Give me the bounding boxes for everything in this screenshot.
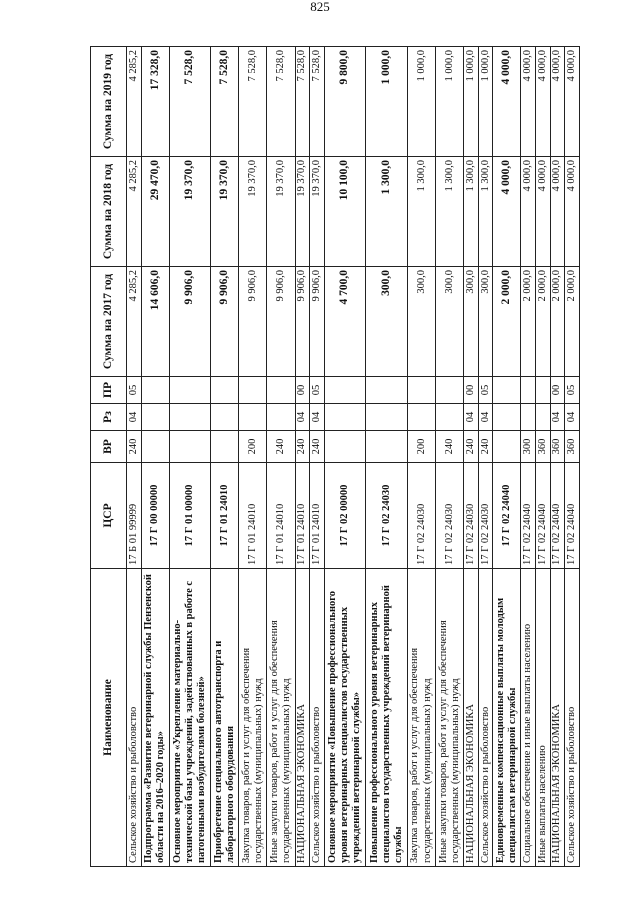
header-vr: ВР bbox=[91, 431, 127, 463]
header-rz: Рз bbox=[91, 404, 127, 431]
table-row bbox=[211, 47, 239, 867]
cell-vr: 240 bbox=[310, 431, 325, 463]
cell-vr: 200 bbox=[239, 431, 267, 463]
cell-sum-2017: 2 000,0 bbox=[493, 267, 521, 377]
cell-pr bbox=[493, 377, 521, 404]
budget-table bbox=[90, 46, 580, 867]
cell-sum-2018: 4 000,0 bbox=[521, 157, 536, 267]
cell-sum-2017: 300,0 bbox=[407, 267, 435, 377]
table-row bbox=[536, 47, 551, 867]
cell-sum-2017: 9 906,0 bbox=[211, 267, 239, 377]
cell-vr: 360 bbox=[565, 431, 580, 463]
cell-vr: 240 bbox=[478, 431, 493, 463]
cell-vr: 240 bbox=[127, 431, 142, 463]
cell-rz: 04 bbox=[550, 404, 565, 431]
cell-sum-2018: 1 300,0 bbox=[464, 157, 479, 267]
cell-rz: 04 bbox=[565, 404, 580, 431]
cell-rz bbox=[267, 404, 295, 431]
cell-sum-2017: 14 606,0 bbox=[141, 267, 169, 377]
cell-sum-2017: 2 000,0 bbox=[521, 267, 536, 377]
cell-sum-2019: 1 000,0 bbox=[478, 47, 493, 157]
cell-sum-2017: 9 906,0 bbox=[310, 267, 325, 377]
table-row bbox=[478, 47, 493, 867]
table-row bbox=[169, 47, 211, 867]
cell-vr: 240 bbox=[436, 431, 464, 463]
table-row bbox=[295, 47, 310, 867]
cell-name: Основное мероприятие «Укрепление материально-технической базы учреждений, задействованных в работе с патогенными возбудителями болезней» bbox=[169, 569, 211, 867]
cell-name: Сельское хозяйство и рыболовство bbox=[478, 569, 493, 867]
cell-sum-2018: 1 300,0 bbox=[407, 157, 435, 267]
cell-sum-2018: 4 000,0 bbox=[565, 157, 580, 267]
cell-rz bbox=[436, 404, 464, 431]
cell-name: Подпрограмма «Развитие ветеринарной службы Пензенской области на 2016–2020 годы» bbox=[141, 569, 169, 867]
cell-sum-2018: 1 300,0 bbox=[436, 157, 464, 267]
cell-sum-2019: 7 528,0 bbox=[267, 47, 295, 157]
cell-sum-2019: 7 528,0 bbox=[239, 47, 267, 157]
header-name: Наименование bbox=[91, 569, 127, 867]
cell-csr: 17 Г 00 00000 bbox=[141, 463, 169, 569]
cell-pr bbox=[239, 377, 267, 404]
cell-vr: 300 bbox=[521, 431, 536, 463]
header-pr: ПР bbox=[91, 377, 127, 404]
table-row bbox=[310, 47, 325, 867]
table-row bbox=[565, 47, 580, 867]
cell-sum-2019: 4 285,2 bbox=[127, 47, 142, 157]
cell-name: Иные закупки товаров, работ и услуг для обеспечения государственных (муниципальных) нужд bbox=[267, 569, 295, 867]
cell-rz bbox=[366, 404, 408, 431]
cell-pr: 05 bbox=[127, 377, 142, 404]
cell-sum-2018: 19 370,0 bbox=[267, 157, 295, 267]
cell-pr bbox=[267, 377, 295, 404]
cell-sum-2018: 19 370,0 bbox=[169, 157, 211, 267]
cell-vr bbox=[169, 431, 211, 463]
rotated-table-container bbox=[90, 47, 580, 867]
cell-sum-2019: 4 000,0 bbox=[565, 47, 580, 157]
cell-name: Иные выплаты населению bbox=[536, 569, 551, 867]
cell-sum-2017: 300,0 bbox=[436, 267, 464, 377]
cell-rz: 04 bbox=[127, 404, 142, 431]
cell-sum-2018: 4 285,2 bbox=[127, 157, 142, 267]
cell-rz bbox=[521, 404, 536, 431]
cell-sum-2018: 10 100,0 bbox=[324, 157, 366, 267]
cell-rz bbox=[169, 404, 211, 431]
cell-vr: 240 bbox=[464, 431, 479, 463]
cell-pr bbox=[521, 377, 536, 404]
cell-sum-2017: 9 906,0 bbox=[239, 267, 267, 377]
cell-name: Основное мероприятие «Повышение профессионального уровня ветеринарных специалистов государственных учреждений ветеринарной службы» bbox=[324, 569, 366, 867]
cell-rz bbox=[324, 404, 366, 431]
cell-vr: 360 bbox=[536, 431, 551, 463]
cell-name: Закупка товаров, работ и услуг для обеспечения государственных (муниципальных) нужд bbox=[239, 569, 267, 867]
cell-pr bbox=[407, 377, 435, 404]
cell-name: Единовременные компенсационные выплаты молодым специалистам ветеринарной службы bbox=[493, 569, 521, 867]
cell-csr: 17 Г 02 24040 bbox=[536, 463, 551, 569]
header-sum-2017: Сумма на 2017 год bbox=[91, 267, 127, 377]
cell-sum-2019: 1 000,0 bbox=[436, 47, 464, 157]
table-row bbox=[127, 47, 142, 867]
cell-csr: 17 Г 01 24010 bbox=[267, 463, 295, 569]
cell-csr: 17 Г 02 24040 bbox=[493, 463, 521, 569]
table-body bbox=[127, 47, 580, 867]
cell-sum-2018: 19 370,0 bbox=[211, 157, 239, 267]
cell-name: НАЦИОНАЛЬНАЯ ЭКОНОМИКА bbox=[550, 569, 565, 867]
page-number: 825 bbox=[310, 0, 330, 14]
cell-csr: 17 Г 02 24030 bbox=[464, 463, 479, 569]
cell-rz bbox=[493, 404, 521, 431]
cell-sum-2017: 4 285,2 bbox=[127, 267, 142, 377]
cell-name: НАЦИОНАЛЬНАЯ ЭКОНОМИКА bbox=[295, 569, 310, 867]
cell-name: Иные закупки товаров, работ и услуг для обеспечения государственных (муниципальных) нужд bbox=[436, 569, 464, 867]
cell-sum-2018: 4 000,0 bbox=[493, 157, 521, 267]
header-sum-2018: Сумма на 2018 год bbox=[91, 157, 127, 267]
cell-rz: 04 bbox=[464, 404, 479, 431]
cell-rz bbox=[407, 404, 435, 431]
cell-sum-2019: 7 528,0 bbox=[295, 47, 310, 157]
cell-rz bbox=[141, 404, 169, 431]
header-csr: ЦСР bbox=[91, 463, 127, 569]
cell-sum-2017: 300,0 bbox=[478, 267, 493, 377]
cell-name: НАЦИОНАЛЬНАЯ ЭКОНОМИКА bbox=[464, 569, 479, 867]
cell-sum-2019: 17 328,0 bbox=[141, 47, 169, 157]
cell-rz bbox=[536, 404, 551, 431]
cell-sum-2019: 1 000,0 bbox=[407, 47, 435, 157]
cell-sum-2019: 9 800,0 bbox=[324, 47, 366, 157]
cell-rz bbox=[239, 404, 267, 431]
cell-sum-2019: 4 000,0 bbox=[550, 47, 565, 157]
cell-sum-2019: 4 000,0 bbox=[536, 47, 551, 157]
cell-sum-2019: 7 528,0 bbox=[169, 47, 211, 157]
table-row bbox=[550, 47, 565, 867]
cell-sum-2017: 9 906,0 bbox=[169, 267, 211, 377]
cell-pr: 00 bbox=[550, 377, 565, 404]
cell-sum-2018: 29 470,0 bbox=[141, 157, 169, 267]
cell-pr bbox=[366, 377, 408, 404]
header-sum-2019: Сумма на 2019 год bbox=[91, 47, 127, 157]
cell-csr: 17 Г 02 24030 bbox=[478, 463, 493, 569]
cell-csr: 17 Г 02 24030 bbox=[436, 463, 464, 569]
cell-csr: 17 Б 01 99999 bbox=[127, 463, 142, 569]
cell-sum-2018: 19 370,0 bbox=[295, 157, 310, 267]
table-row bbox=[521, 47, 536, 867]
cell-csr: 17 Г 01 00000 bbox=[169, 463, 211, 569]
cell-pr: 00 bbox=[295, 377, 310, 404]
cell-sum-2017: 2 000,0 bbox=[550, 267, 565, 377]
cell-sum-2017: 2 000,0 bbox=[536, 267, 551, 377]
cell-sum-2017: 4 700,0 bbox=[324, 267, 366, 377]
cell-vr bbox=[211, 431, 239, 463]
cell-csr: 17 Г 02 24030 bbox=[407, 463, 435, 569]
cell-csr: 17 Г 01 24010 bbox=[211, 463, 239, 569]
cell-rz: 04 bbox=[478, 404, 493, 431]
cell-rz bbox=[211, 404, 239, 431]
cell-rz: 04 bbox=[295, 404, 310, 431]
table-row bbox=[436, 47, 464, 867]
cell-sum-2017: 9 906,0 bbox=[267, 267, 295, 377]
cell-csr: 17 Г 01 24010 bbox=[310, 463, 325, 569]
cell-vr bbox=[324, 431, 366, 463]
cell-sum-2017: 2 000,0 bbox=[565, 267, 580, 377]
cell-vr: 240 bbox=[267, 431, 295, 463]
cell-sum-2018: 19 370,0 bbox=[310, 157, 325, 267]
cell-name: Сельское хозяйство и рыболовство bbox=[310, 569, 325, 867]
cell-sum-2017: 300,0 bbox=[366, 267, 408, 377]
cell-name: Закупка товаров, работ и услуг для обеспечения государственных (муниципальных) нужд bbox=[407, 569, 435, 867]
cell-pr: 00 bbox=[464, 377, 479, 404]
cell-pr: 05 bbox=[310, 377, 325, 404]
cell-pr bbox=[324, 377, 366, 404]
cell-name: Сельское хозяйство и рыболовство bbox=[565, 569, 580, 867]
cell-csr: 17 Г 01 24010 bbox=[295, 463, 310, 569]
cell-rz: 04 bbox=[310, 404, 325, 431]
table-row bbox=[464, 47, 479, 867]
cell-vr bbox=[493, 431, 521, 463]
cell-sum-2018: 19 370,0 bbox=[239, 157, 267, 267]
table-row bbox=[366, 47, 408, 867]
cell-csr: 17 Г 02 24040 bbox=[550, 463, 565, 569]
cell-csr: 17 Г 02 00000 bbox=[324, 463, 366, 569]
table-row bbox=[141, 47, 169, 867]
cell-sum-2019: 4 000,0 bbox=[493, 47, 521, 157]
cell-sum-2019: 7 528,0 bbox=[211, 47, 239, 157]
cell-sum-2017: 9 906,0 bbox=[295, 267, 310, 377]
cell-sum-2019: 1 000,0 bbox=[464, 47, 479, 157]
cell-pr bbox=[141, 377, 169, 404]
cell-sum-2019: 4 000,0 bbox=[521, 47, 536, 157]
table-row bbox=[324, 47, 366, 867]
cell-csr: 17 Г 02 24040 bbox=[521, 463, 536, 569]
cell-vr bbox=[366, 431, 408, 463]
cell-sum-2019: 7 528,0 bbox=[310, 47, 325, 157]
cell-name: Социальное обеспечение и иные выплаты населению bbox=[521, 569, 536, 867]
cell-pr bbox=[436, 377, 464, 404]
cell-pr: 05 bbox=[565, 377, 580, 404]
table-row bbox=[407, 47, 435, 867]
cell-csr: 17 Г 02 24030 bbox=[366, 463, 408, 569]
cell-sum-2018: 1 300,0 bbox=[478, 157, 493, 267]
cell-sum-2018: 4 000,0 bbox=[536, 157, 551, 267]
cell-vr: 200 bbox=[407, 431, 435, 463]
cell-csr: 17 Г 01 24010 bbox=[239, 463, 267, 569]
cell-name: Повышение профессионального уровня ветеринарных специалистов государственных учреждений ветеринарной службы bbox=[366, 569, 408, 867]
cell-pr: 05 bbox=[478, 377, 493, 404]
cell-vr bbox=[141, 431, 169, 463]
cell-sum-2018: 1 300,0 bbox=[366, 157, 408, 267]
table-row bbox=[267, 47, 295, 867]
header-row bbox=[91, 47, 127, 867]
cell-csr: 17 Г 02 24040 bbox=[565, 463, 580, 569]
table-row bbox=[493, 47, 521, 867]
cell-pr bbox=[536, 377, 551, 404]
cell-vr: 360 bbox=[550, 431, 565, 463]
table-row bbox=[239, 47, 267, 867]
cell-vr: 240 bbox=[295, 431, 310, 463]
cell-pr bbox=[169, 377, 211, 404]
cell-sum-2017: 300,0 bbox=[464, 267, 479, 377]
cell-sum-2018: 4 000,0 bbox=[550, 157, 565, 267]
cell-name: Приобретение специального автотранспорта и лабораторного оборудования bbox=[211, 569, 239, 867]
cell-pr bbox=[211, 377, 239, 404]
cell-name: Сельское хозяйство и рыболовство bbox=[127, 569, 142, 867]
cell-sum-2019: 1 000,0 bbox=[366, 47, 408, 157]
